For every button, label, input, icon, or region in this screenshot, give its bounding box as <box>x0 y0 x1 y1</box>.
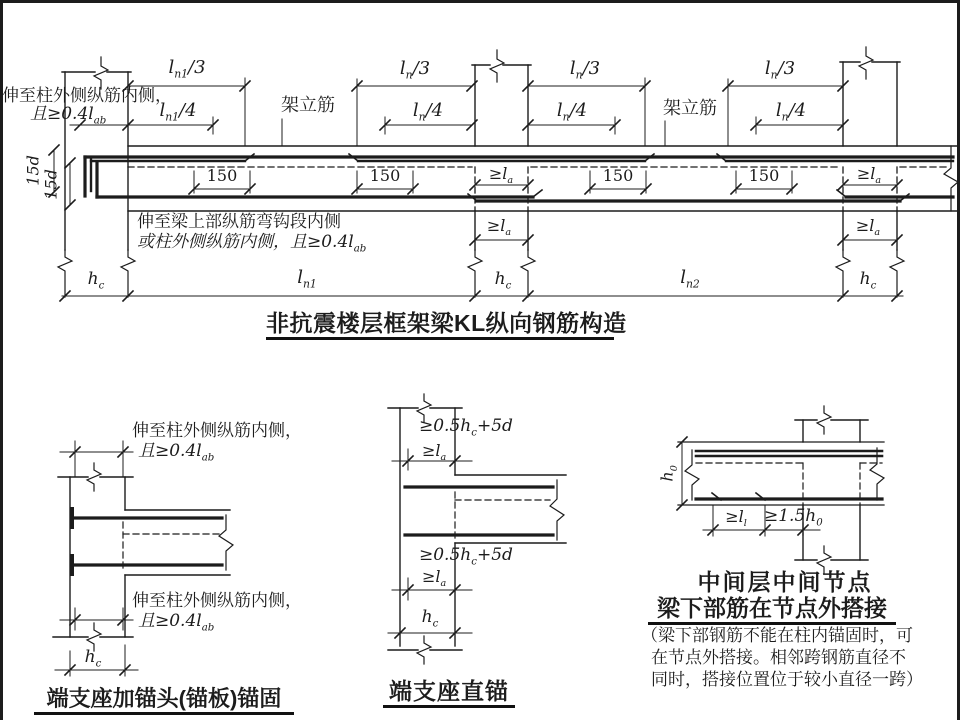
dim-150-lap-3: 150 <box>602 166 634 185</box>
dim-ln-3-span2: $l_n/3$ <box>569 58 601 82</box>
mid-joint-note-line1: （梁下部钢筋不能在柱内锚固时，可 <box>641 626 913 645</box>
dim-ln-3-span2r: $l_n/3$ <box>764 58 796 82</box>
dim-ln-4-span2r: $l_n/4$ <box>775 100 807 124</box>
dim-ln1-4: $l_{n1}/4$ <box>159 100 197 124</box>
straight-anchor-la-top: $\ge l_a$ <box>422 441 447 464</box>
mid-joint-dim-15h0: $\ge 1.5h_0$ <box>764 506 823 529</box>
mid-joint-caption-line1: 中间层中间节点 <box>697 569 873 595</box>
note-column-outer-line2: 且$\ge 0.4l_{ab}$ <box>30 104 107 127</box>
mid-joint-note-line2: 在节点外搭接。相邻跨钢筋直径不 <box>651 648 906 667</box>
straight-anchor-dim-top: $\ge 0.5h_c+5d$ <box>419 416 513 439</box>
anchor-head-dim-hc: $h_c$ <box>84 647 102 670</box>
mid-joint-dim-h0: $h_0$ <box>657 465 680 482</box>
note-beam-hook-line2: 或柱外侧纵筋内侧，且$\ge 0.4l_{ab}$ <box>137 232 367 255</box>
hanger-bar-label-left: 架立筋 <box>281 95 335 115</box>
dim-ln-4-span1: $l_n/4$ <box>412 100 444 124</box>
dim-hc-left: $h_c$ <box>87 269 105 292</box>
dim-15d-top-hook: 15d <box>23 155 43 186</box>
mid-joint-dim-ll: $\ge l_l$ <box>725 507 747 530</box>
note-beam-hook-line1: 伸至梁上部纵筋弯钩段内侧 <box>137 212 341 231</box>
anchor-head-note-top-line1: 伸至柱外侧纵筋内侧， <box>132 421 302 440</box>
dim-150-lap-4: 150 <box>748 166 780 185</box>
straight-anchor-dim-hc: $h_c$ <box>421 607 439 630</box>
straight-anchor-caption: 端支座直锚 <box>383 679 515 708</box>
dim-ge-la-lower-support2: $\ge l_a$ <box>855 216 881 239</box>
main-title: 非抗震楼层框架梁KL纵向钢筋构造 <box>266 311 614 340</box>
mid-joint-caption-line2: 梁下部筋在节点外搭接 <box>648 596 896 625</box>
straight-anchor-dim-bottom: $\ge 0.5h_c+5d$ <box>419 545 513 568</box>
dim-hc-mid: $h_c$ <box>494 269 512 292</box>
dim-ln1-3: $l_{n1}/3$ <box>168 57 206 81</box>
dim-ge-la-upper-support2: $\ge l_a$ <box>856 164 882 187</box>
dim-ln-3-span1: $l_n/3$ <box>399 58 431 82</box>
anchor-head-caption: 端支座加锚头(锚板)锚固 <box>34 687 294 715</box>
dim-hc-right: $h_c$ <box>859 269 877 292</box>
hanger-bar-label-right: 架立筋 <box>663 98 717 118</box>
dim-ln-4-span2: $l_n/4$ <box>556 100 588 124</box>
mid-joint-note-line3: 同时，搭接位置位于较小直径一跨） <box>651 670 923 689</box>
dim-15d-bottom-hook: 15d <box>41 169 61 200</box>
note-column-outer-line1: 伸至柱外侧纵筋内侧， <box>2 86 172 105</box>
anchor-head-note-bottom-line2: 且$\ge 0.4l_{ab}$ <box>138 611 215 634</box>
dim-ln2-span: $l_{n2}$ <box>680 267 700 291</box>
dim-150-lap-1: 150 <box>206 166 238 185</box>
straight-anchor-la-bottom: $\ge l_a$ <box>422 567 447 590</box>
dim-ge-la-lower-support1: $\ge l_a$ <box>486 216 512 239</box>
dim-150-lap-2: 150 <box>369 166 401 185</box>
anchor-head-note-top-line2: 且$\ge 0.4l_{ab}$ <box>138 441 215 464</box>
anchor-head-note-bottom-line1: 伸至柱外侧纵筋内侧， <box>132 591 302 610</box>
dim-ge-la-upper-support1: $\ge l_a$ <box>488 164 514 187</box>
dim-ln1-span: $l_{n1}$ <box>297 267 317 291</box>
